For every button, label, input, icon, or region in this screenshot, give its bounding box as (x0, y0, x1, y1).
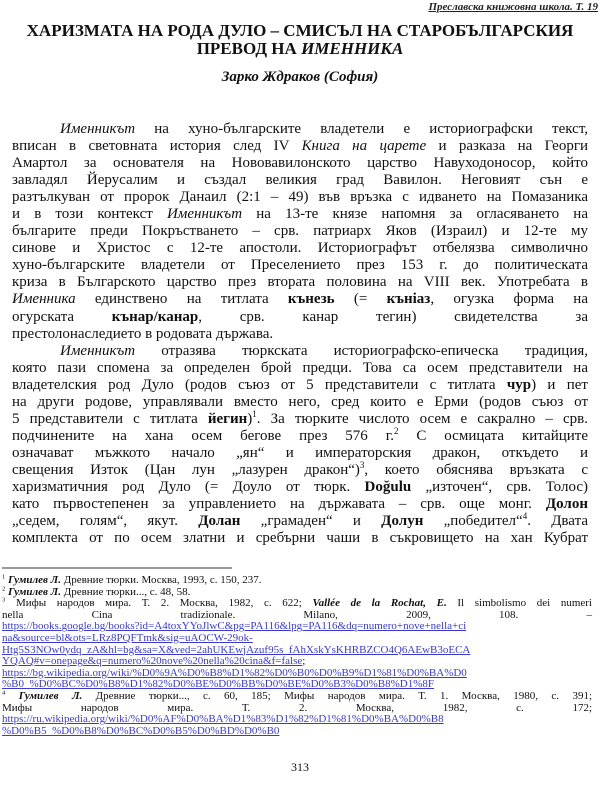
footnote-link[interactable]: na&source=bl&ots=LRz8PQFTmk&sig=uAOCW-29ok- (2, 631, 253, 644)
footnote-line (2, 726, 592, 738)
text-run: и в този контекст (12, 206, 167, 223)
text-line (12, 360, 588, 377)
text-line (12, 445, 588, 462)
footnote-link[interactable]: https://bg.wikipedia.org/wiki/%D0%9A%D0%B8%D1%82%D0%B0%D0%B9%D1%81%D0%BA%D0 (2, 666, 467, 679)
text-line (12, 138, 588, 155)
text-run: . Двата (527, 513, 588, 530)
text-run: йегин (207, 410, 248, 427)
paragraph (12, 343, 588, 548)
text-run: Именникът (166, 206, 243, 223)
text-run: Амартол за основателя на Нововавилонското царство Навуходоносор, който (12, 155, 588, 172)
footnote-link[interactable]: %B0_%D0%BC%D0%B8%D1%82%D0%BE%D0%BB%D0%BE%D0%B3%D0%B8%D1%8F (2, 678, 435, 691)
footnote-link[interactable]: YQAQ#v=onepage&q=numero%20nove%20nella%20cina&f=false (2, 655, 303, 668)
text-line (12, 121, 588, 138)
text-run: разтълкуван от пророк Данаил (2:1 – 49) във връзка с идването на Помазаника (12, 189, 588, 206)
text-run: „победител“ (423, 513, 523, 530)
text-line (12, 343, 588, 360)
text-run: Мифы народов мира. Т. 2. Москва, 1982, с. 172; (2, 701, 592, 714)
footnote-link[interactable]: %D0%B5_%D0%B8%D0%BC%D0%B5%D0%BD%D0%B0 (2, 724, 280, 737)
text-line (12, 459, 588, 479)
text-line (12, 274, 588, 291)
footnote-ref[interactable]: 3 (2, 596, 6, 604)
text-run: синове и Христос с 12-те апостоли. Историографът отбелязва символично (12, 240, 588, 257)
text-run: , срв. канар тегин) свидетелства за (198, 308, 588, 325)
text-run: „седем, голям“, якут. (12, 513, 199, 530)
text-run: „източен“, срв. Толос) (411, 478, 588, 495)
text-run: Именникът (60, 342, 136, 359)
title-line-2 (0, 40, 600, 58)
text-run: единствено на титлата (75, 291, 288, 308)
page-number: 313 (291, 760, 309, 774)
text-run: кънезь (287, 291, 335, 308)
text-line (12, 377, 588, 394)
text-run: на 13-те князе напомня за огласяването на (242, 206, 588, 223)
text-run: подчинените на хана осем бегове през 576 г. (12, 427, 394, 444)
text-run: кънiaз (386, 291, 431, 308)
text-run: nella Cina tradizionale. Milano, 2009, 108. – (2, 608, 592, 621)
text-line (12, 496, 588, 513)
text-run: Doğulu (364, 478, 412, 495)
paragraph (12, 121, 588, 343)
footnotes (2, 575, 592, 737)
text-run: С осмицата китайците (398, 427, 588, 444)
text-line (12, 240, 588, 257)
text-run: криза в Българското царство през втората половина на VIII век. Употребата в (12, 274, 588, 291)
text-line (12, 326, 588, 343)
footnote-ref[interactable]: 2 (393, 425, 399, 436)
text-run: „грамаден“ и (240, 513, 382, 530)
text-line (12, 291, 588, 308)
text-run: , което обяснява връзката с (364, 461, 588, 478)
text-run: огурската (12, 308, 112, 325)
text-run: 5 представители с титлата (12, 410, 208, 427)
footnote-ref[interactable]: 3 (359, 459, 365, 470)
text-line (12, 309, 588, 326)
text-line (12, 513, 588, 530)
footnote-link[interactable]: Htg5S3NOw0ydq_zA&hl=bg&sa=X&ved=2ahUKEwjAzuf95s_fAhXskYsKHRBZCO4Q6AEwB3oECA (2, 643, 471, 656)
text-line (12, 257, 588, 274)
body-text (12, 121, 588, 547)
author: Зарко Ждраков (София) (221, 69, 379, 85)
running-head: Преславска книжовна школа. Т. 19 (428, 1, 598, 13)
text-run: ; (302, 655, 306, 668)
text-run: хуно-българските владетели от Преселението през 153 г. до политическата (12, 257, 588, 274)
text-run: Именника (12, 291, 76, 308)
text-run: завладял Йерусалим и създал великия град Вавилон. Неговият сън е (12, 172, 588, 189)
text-run: като първостепенен за управлението на държавата – срв. още монг. (12, 496, 546, 513)
text-line (12, 530, 588, 547)
title-line-2-italic: ИМЕННИКА (301, 39, 404, 58)
text-run: и разказа на Георги (426, 138, 588, 155)
text-run: Книга на царете (301, 138, 427, 155)
text-run: харизматичния род Дуло (= Доуло от тюрк. (12, 478, 365, 495)
text-line (12, 189, 588, 206)
text-run: Долун (381, 513, 424, 530)
text-run: престолонаследието в родовата държава. (12, 325, 274, 342)
text-run: владетелския род Дуло (родов съюз от 5 представители с титлата (12, 376, 507, 393)
footnote-separator (2, 567, 232, 569)
text-run: , огузка форма на (430, 291, 588, 308)
text-run: Гумилев Л. (8, 574, 61, 586)
text-run: вписан в световната история след IV (12, 138, 302, 155)
footnote-ref[interactable]: 4 (2, 689, 6, 697)
text-run: ) и пет (531, 376, 588, 393)
text-line (12, 172, 588, 189)
text-run: свещения Изток (Цан лун „лазурен дракон“) (12, 461, 360, 478)
text-run: кънар/канар (111, 308, 199, 325)
title-line-1: ХАРИЗМАТА НА РОДА ДУЛО – СМИСЪЛ НА СТАРОБЪЛГАРСКИЯ (26, 21, 574, 40)
footnote-link[interactable]: https://books.google.bg/books?id=A4toxYYoJlwC&pg=PA116&lpg=PA116&dq=numero+nove+nella+ci (2, 620, 467, 633)
text-line (12, 408, 588, 428)
text-run: Vallée de la Rochat, E. (312, 597, 447, 610)
article-title (0, 22, 600, 58)
text-run: на други родове, управлявали вместо него, сред които е Ерми (родов съюз от (12, 393, 588, 410)
text-run: Долан (198, 513, 241, 530)
text-run: Гумилев Л. (8, 585, 61, 598)
text-line (12, 155, 588, 172)
footnote-link[interactable]: https://ru.wikipedia.org/wiki/%D0%AF%D0%BA%D1%83%D1%82%D1%81%D0%BA%D0%B8 (2, 713, 444, 726)
text-run: отразява тюркската историографско-епическа традиция, (135, 342, 588, 359)
text-run: българите преди Покръстването – срв. патриарх Яков (Израил) и 12-те му (12, 223, 588, 240)
text-run: Древние тюрки..., с. 48, 58. (60, 585, 191, 598)
footnote-ref[interactable]: 4 (522, 511, 528, 522)
text-run: комплекта от по осем златни и сребърни чаши в съкровището на хан Кубрат (12, 530, 588, 547)
text-run: Мифы народов мира. Т. 2. Москва, 1982, с. 622; (5, 597, 313, 610)
footnote-ref[interactable]: 2 (2, 584, 6, 592)
text-run (5, 690, 18, 702)
text-line (12, 425, 588, 445)
footnote-ref[interactable]: 1 (2, 573, 6, 581)
title-line-2-prefix: ПРЕВОД НА (196, 39, 302, 58)
text-run: означават мъжкото начало „ян“ и императорския дракон, откъдето и (12, 444, 588, 461)
text-run: Именникът (60, 121, 136, 137)
text-run: (= (334, 291, 387, 308)
text-run: Древние тюрки..., с. 60, 185; Мифы народов мира. Т. 1. Москва, 1980, с. 391; (82, 689, 592, 702)
text-run: Il simbolismo dei numeri (446, 597, 592, 610)
text-run: Долон (545, 496, 588, 513)
text-run: Гумилев Л. (18, 689, 83, 702)
text-run: чур (506, 376, 532, 393)
text-run: ) (247, 410, 253, 427)
text-line (12, 394, 588, 411)
text-line (12, 223, 588, 240)
text-run: която пази спомена за определен брой предци. Това са осем представители на (12, 359, 588, 376)
text-run: . За тюрките числото осем е сакрално – срв. (256, 410, 588, 427)
footnote-ref[interactable]: 1 (252, 408, 257, 419)
text-run: на хуно-българските владетели е историографски текст, (135, 121, 588, 137)
text-line (12, 206, 588, 223)
text-line (12, 479, 588, 496)
text-run: Древние тюрки. Москва, 1993, с. 150, 237. (60, 574, 262, 586)
